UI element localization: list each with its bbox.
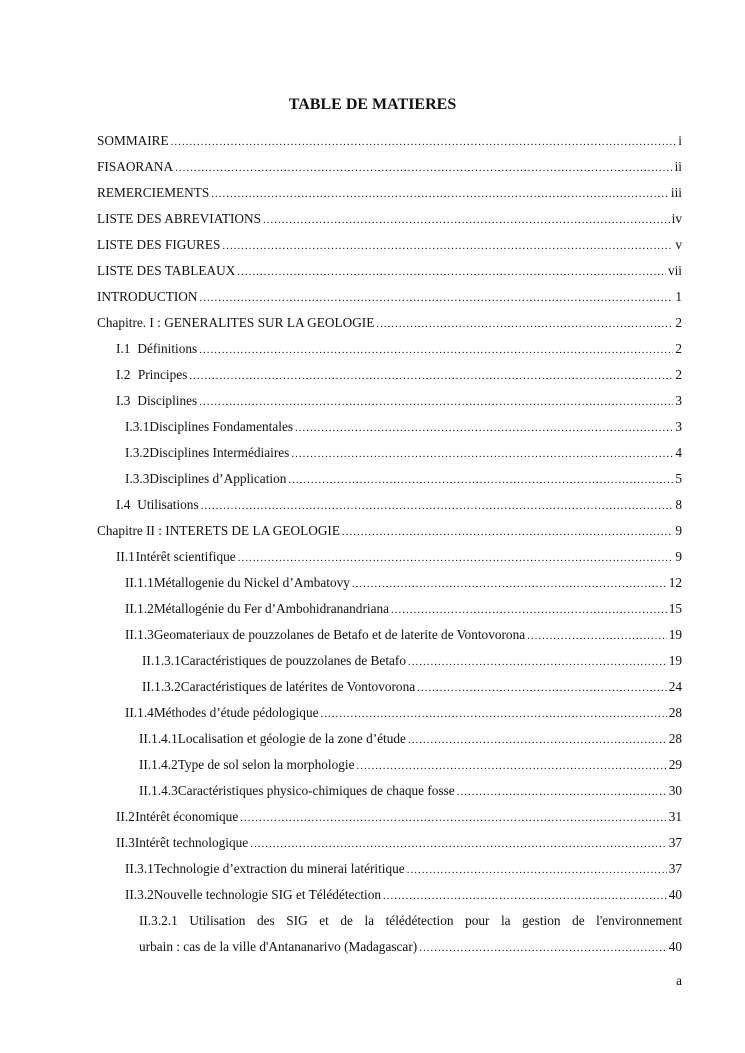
toc-entry[interactable] <box>97 648 682 674</box>
page-title: TABLE DE MATIERES <box>288 96 457 113</box>
dot-leader <box>407 857 667 883</box>
toc-entry[interactable] <box>97 336 682 362</box>
toc-entry-word: l'environnement <box>596 913 683 928</box>
toc-entry-page: iii <box>670 185 682 200</box>
toc-entry-page: 19 <box>668 653 682 668</box>
toc-entry-page: 9 <box>675 549 682 564</box>
toc-entry-number: I.3.3 <box>125 471 150 486</box>
toc-entry[interactable] <box>97 674 682 700</box>
toc-entry-number: II.1.1 <box>125 575 154 590</box>
dot-leader <box>417 675 667 701</box>
toc-entry-multiline-second-line[interactable] <box>97 934 682 960</box>
toc-entry-label: Caractéristiques physico-chimiques de chaque fosse <box>177 783 455 798</box>
toc-entry-page: 37 <box>668 861 682 876</box>
toc-entry-label: LISTE DES TABLEAUX <box>97 263 236 278</box>
toc-entry[interactable] <box>97 310 682 336</box>
dot-leader <box>222 233 673 259</box>
toc-entry-page: 9 <box>675 523 682 538</box>
toc-entry[interactable] <box>97 570 682 596</box>
toc-entry-number: I.3.1 <box>125 419 150 434</box>
dot-leader <box>199 285 673 311</box>
toc-entry-page: 37 <box>668 835 682 850</box>
toc-entry-label: Caractéristiques de latérites de Vontovorona <box>180 679 416 694</box>
toc-entry-number: II.1.4.3 <box>139 783 178 798</box>
toc-entry-label: LISTE DES ABREVIATIONS <box>97 211 261 226</box>
page-number: a <box>676 973 682 988</box>
toc-entry[interactable] <box>97 128 682 154</box>
toc-entry[interactable] <box>97 700 682 726</box>
toc-entry[interactable] <box>97 180 682 206</box>
toc-entry-number: I.1 <box>116 341 131 356</box>
dot-leader <box>211 181 669 207</box>
dot-leader <box>391 597 667 623</box>
toc-entry-number: I.3 <box>116 393 131 408</box>
dot-leader <box>376 311 673 337</box>
toc-entry-label: Localisation et géologie de la zone d’étude <box>177 731 406 746</box>
toc-entry-label: Utilisations <box>137 497 199 512</box>
toc-entry[interactable] <box>97 492 682 518</box>
toc-entry-page: 40 <box>668 939 682 954</box>
dot-leader <box>199 337 673 363</box>
toc-entry[interactable] <box>97 726 682 752</box>
toc-entry-page: 2 <box>675 367 682 382</box>
toc-entry-number: II.3.1 <box>125 861 154 876</box>
dot-leader <box>238 545 674 571</box>
toc-entry-number: II.3 <box>116 835 135 850</box>
dot-leader <box>189 363 673 389</box>
toc-entry[interactable] <box>97 232 682 258</box>
toc-entry-page: 29 <box>668 757 682 772</box>
toc-entry-label: Méthodes d’étude pédologique <box>153 705 319 720</box>
toc-entry-label: INTRODUCTION <box>97 289 198 304</box>
toc-entry-multiline-first-line[interactable] <box>97 908 682 934</box>
toc-entry-label: LISTE DES FIGURES <box>97 237 221 252</box>
toc-entry-page: 15 <box>668 601 682 616</box>
toc-entry[interactable] <box>97 440 682 466</box>
toc-entry-page: 24 <box>668 679 682 694</box>
toc-entry-label: Nouvelle technologie SIG et Télédétection <box>153 887 382 902</box>
toc-entry-number: II.1.3 <box>125 627 154 642</box>
dot-leader <box>263 207 670 233</box>
toc-entry-label: Chapitre. I : GENERALITES SUR LA GEOLOGIE <box>97 315 375 330</box>
toc-entry-label: Technologie d’extraction du minerai latéritique <box>153 861 405 876</box>
toc-entry-page: 3 <box>675 393 682 408</box>
toc-entry[interactable] <box>97 856 682 882</box>
toc-entry-number: II.2 <box>116 809 135 824</box>
toc-entry-word: gestion <box>522 913 561 928</box>
toc-entry-number: II.3.2 <box>125 887 154 902</box>
toc-entry-label: Métallogénie du Fer d’Ambohidranandriana <box>153 601 390 616</box>
toc-entry-page: 28 <box>668 705 682 720</box>
toc-entry-page: 2 <box>675 341 682 356</box>
toc-entry-word: de <box>572 913 585 928</box>
dot-leader <box>408 649 667 675</box>
toc-entry-page: 28 <box>668 731 682 746</box>
toc-entry-label: Disciplines d’Application <box>149 471 287 486</box>
toc-entry[interactable] <box>97 804 682 830</box>
toc-entry-page: v <box>675 237 682 252</box>
toc-entry-word: des <box>257 913 275 928</box>
toc-entry-word: et <box>319 913 329 928</box>
toc-entry-page: 4 <box>675 445 682 460</box>
toc-entry-word: II.3.2.1 <box>139 913 178 928</box>
toc-entry[interactable] <box>97 414 682 440</box>
toc-entry-number: II.1.2 <box>125 601 154 616</box>
toc-entry[interactable] <box>97 388 682 414</box>
toc-entry[interactable] <box>97 778 682 804</box>
toc-entry[interactable] <box>97 596 682 622</box>
toc-entry-page: 12 <box>668 575 682 590</box>
dot-leader <box>408 727 667 753</box>
dot-leader <box>250 831 667 857</box>
dot-leader <box>175 155 673 181</box>
toc-entry[interactable] <box>97 622 682 648</box>
toc-entry-label: Intérêt technologique <box>134 835 249 850</box>
dot-leader <box>356 753 666 779</box>
toc-entry-number: I.4 <box>116 497 131 512</box>
dot-leader <box>295 415 673 441</box>
toc-entry-label: SOMMAIRE <box>97 133 169 148</box>
toc-entry[interactable] <box>97 544 682 570</box>
toc-entry-label: Définitions <box>137 341 198 356</box>
toc-entry-page: 31 <box>668 809 682 824</box>
toc-entry[interactable] <box>97 154 682 180</box>
toc-entry-page: 2 <box>675 315 682 330</box>
toc-entry-page: 3 <box>675 419 682 434</box>
toc-entry-page: iv <box>671 211 682 226</box>
toc-entry-label: FISAORANA <box>97 159 174 174</box>
toc-entry-word: pour <box>465 913 490 928</box>
toc-entry[interactable] <box>97 206 682 232</box>
dot-leader <box>199 389 673 415</box>
toc-entry-word: SIG <box>286 913 308 928</box>
dot-leader <box>419 935 667 961</box>
toc-entry-label: Métallogenie du Nickel d’Ambatovy <box>153 575 350 590</box>
toc-entry-page: i <box>678 133 682 148</box>
toc-entry-number: II.1.4 <box>125 705 154 720</box>
toc-entry-page: 40 <box>668 887 682 902</box>
toc-entry-number: II.1.4.1 <box>139 731 178 746</box>
toc-entry[interactable] <box>97 518 682 544</box>
dot-leader <box>352 571 667 597</box>
dot-leader <box>240 805 666 831</box>
toc-entry[interactable] <box>97 752 682 778</box>
dot-leader <box>342 519 673 545</box>
toc-entry-word: Utilisation <box>189 913 246 928</box>
toc-entry-word: la <box>364 913 375 928</box>
dot-leader <box>288 467 673 493</box>
toc-entry-page: 30 <box>668 783 682 798</box>
toc-entry-word: la <box>500 913 511 928</box>
toc-entry-number: II.1.4.2 <box>139 757 178 772</box>
toc-entry-page: vii <box>667 263 682 278</box>
toc-entry-number: II.1 <box>116 549 135 564</box>
toc-entry-page: ii <box>674 159 682 174</box>
toc-entry-number: II.1.3.1 <box>142 653 181 668</box>
toc-entry-number: I.2 <box>116 367 131 382</box>
toc-entry-page: 19 <box>668 627 682 642</box>
toc-entry-label: Chapitre II : INTERETS DE LA GEOLOGIE <box>97 523 340 538</box>
toc-entry-label: Disciplines <box>137 393 198 408</box>
toc-entry-label: Intérêt économique <box>135 809 239 824</box>
dot-leader <box>291 441 673 467</box>
dot-leader <box>457 779 667 805</box>
toc-entry-word: télédétection <box>385 913 454 928</box>
toc-entry[interactable] <box>97 882 682 908</box>
toc-entry-page: 1 <box>675 289 682 304</box>
toc-entry-page: 5 <box>675 471 682 486</box>
toc-entry[interactable] <box>97 362 682 388</box>
dot-leader <box>527 623 667 649</box>
toc-entry[interactable] <box>97 258 682 284</box>
toc-entry-label: Disciplines Fondamentales <box>149 419 294 434</box>
table-of-contents <box>97 128 682 960</box>
toc-entry-number: II.1.3.2 <box>142 679 181 694</box>
dot-leader <box>237 259 666 285</box>
toc-entry[interactable] <box>97 466 682 492</box>
toc-entry[interactable] <box>97 830 682 856</box>
toc-entry-word: de <box>340 913 353 928</box>
dot-leader <box>201 493 674 519</box>
toc-entry-page: 8 <box>675 497 682 512</box>
dot-leader <box>383 883 667 909</box>
toc-entry-label: Type de sol selon la morphologie <box>177 757 355 772</box>
toc-entry-number: I.3.2 <box>125 445 150 460</box>
toc-entry-label: Geomateriaux de pouzzolanes de Betafo et de laterite de Vontovorona <box>153 627 526 642</box>
toc-entry-label: Caractéristiques de pouzzolanes de Betafo <box>180 653 406 668</box>
toc-entry-label: urbain : cas de la ville d'Antananarivo (Madagascar) <box>139 939 418 954</box>
toc-entry-label: Principes <box>137 367 188 382</box>
toc-entry[interactable] <box>97 284 682 310</box>
dot-leader <box>321 701 667 727</box>
dot-leader <box>171 129 677 155</box>
toc-entry-label: REMERCIEMENTS <box>97 185 210 200</box>
toc-entry-label: Disciplines Intermédiaires <box>149 445 290 460</box>
toc-entry-label: Intérêt scientifique <box>135 549 236 564</box>
